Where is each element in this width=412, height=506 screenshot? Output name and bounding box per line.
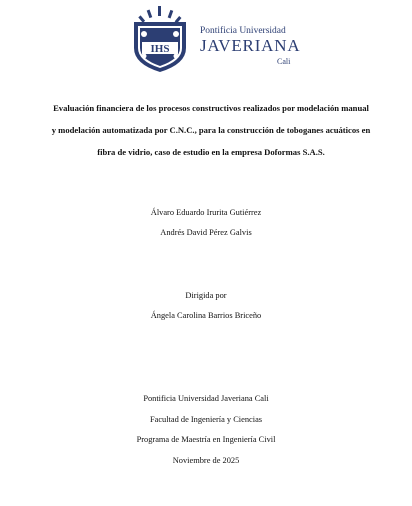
directed-by-label: Dirigida por bbox=[185, 291, 227, 300]
logo-line-cali: Cali bbox=[277, 57, 291, 66]
program-name: Programa de Maestría en Ingeniería Civil bbox=[136, 435, 276, 444]
thesis-title bbox=[30, 97, 392, 163]
university-logo bbox=[124, 4, 300, 74]
author-2: Andrés David Pérez Galvis bbox=[160, 228, 252, 237]
thesis-title-line-3: fibra de vidrio, caso de estudio en la empresa Doformas S.A.S. bbox=[97, 147, 325, 157]
document-date: Noviembre de 2025 bbox=[172, 456, 240, 465]
university-crest-icon bbox=[124, 4, 196, 74]
logo-line-javeriana: JAVERIANA bbox=[200, 36, 301, 55]
thesis-title-line-1: Evaluación financiera de los procesos constructivos realizados por modelación manual bbox=[53, 103, 369, 113]
faculty-name: Facultad de Ingeniería y Ciencias bbox=[149, 415, 263, 424]
author-1: Álvaro Eduardo Irurita Gutiérrez bbox=[150, 208, 262, 217]
logo-line-pontificia: Pontificia Universidad bbox=[200, 26, 286, 36]
director-name: Ángela Carolina Barrios Briceño bbox=[150, 311, 262, 320]
crest-monogram: IHS bbox=[150, 43, 170, 55]
university-name: Pontificia Universidad Javeriana Cali bbox=[143, 394, 269, 403]
thesis-title-line-2: y modelación automatizada por C.N.C., para la construcción de toboganes acuáticos en bbox=[51, 125, 371, 135]
